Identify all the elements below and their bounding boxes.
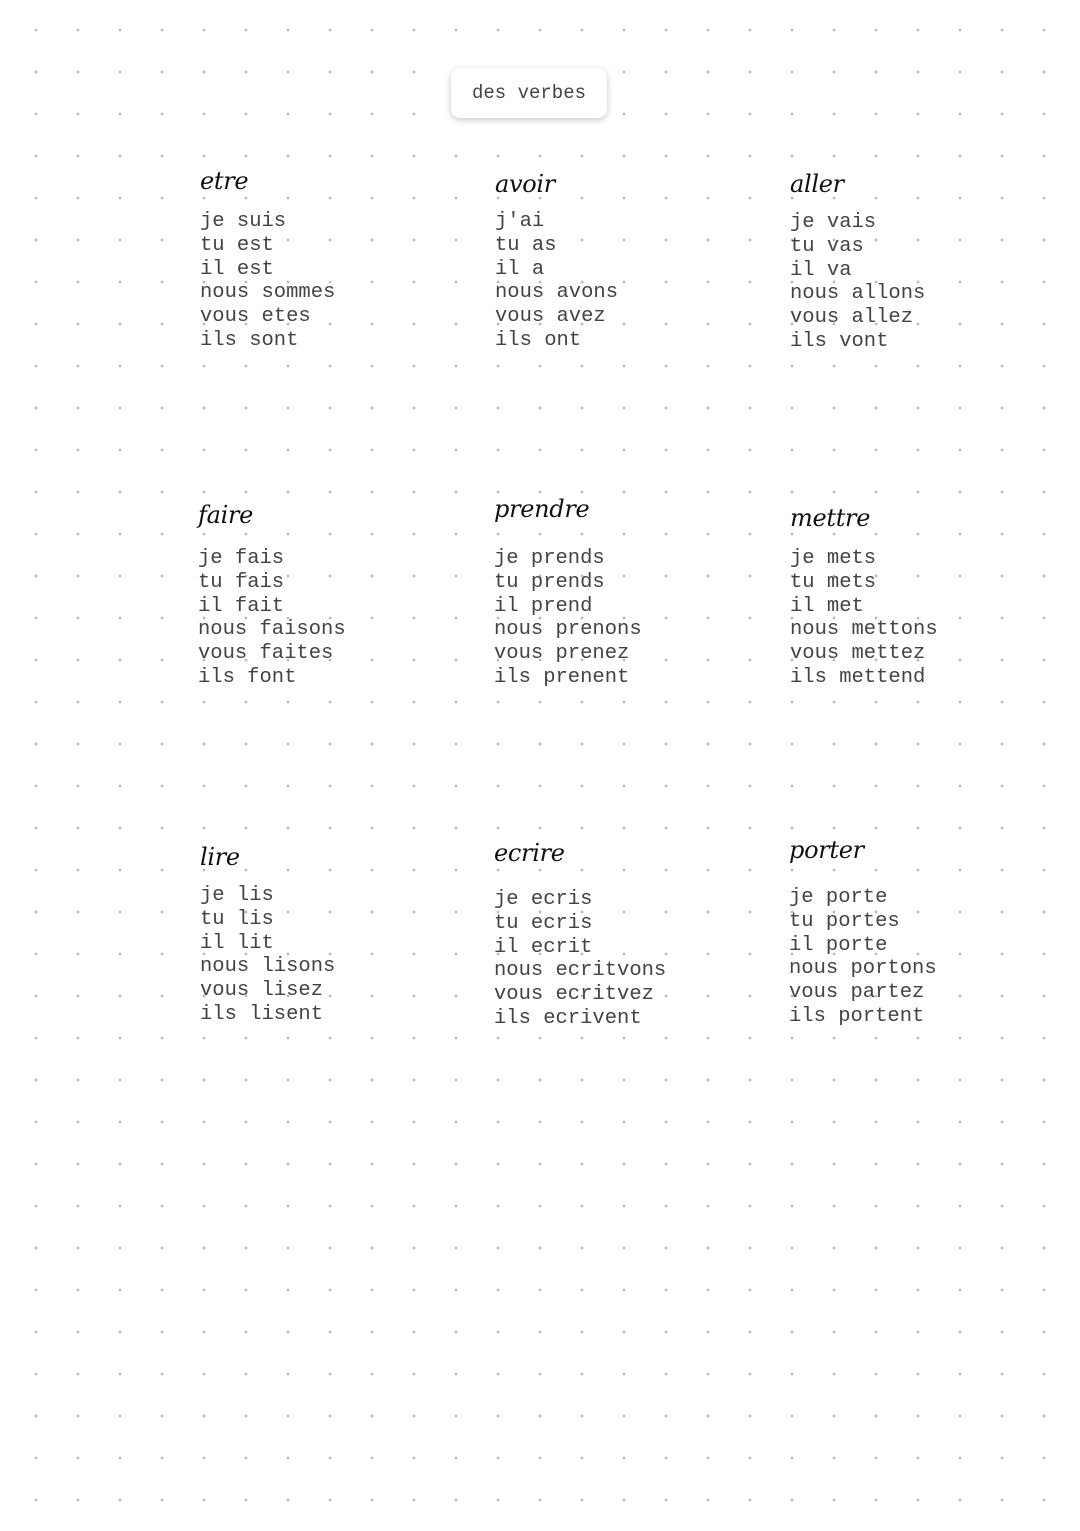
conjugation-line: il met xyxy=(790,594,864,618)
conjugation-line: je lis xyxy=(200,884,274,907)
conjugation-line: ils ecrivent xyxy=(494,1006,642,1030)
page-title-card xyxy=(451,68,607,118)
conjugation-line: il porte xyxy=(789,933,888,957)
verb-block-faire xyxy=(198,500,448,690)
conjugation-line: il fait xyxy=(198,594,285,618)
conjugation-line: vous lisez xyxy=(200,979,324,1003)
conjugation-line: ils font xyxy=(198,665,297,689)
conjugation-line: il est xyxy=(200,257,274,281)
conjugation-list xyxy=(790,211,1040,354)
conjugation-line: il a xyxy=(495,257,545,281)
conjugation-line: tu as xyxy=(495,233,557,257)
conjugation-line: tu est xyxy=(200,233,274,257)
conjugation-line: tu portes xyxy=(789,909,900,933)
conjugation-line: il prend xyxy=(494,594,593,618)
conjugation-line: je ecris xyxy=(494,888,593,911)
conjugation-line: je suis xyxy=(200,210,287,233)
verb-heading: porter xyxy=(789,836,864,864)
conjugation-line: nous avons xyxy=(495,281,619,305)
verb-heading: faire xyxy=(198,501,254,529)
conjugation-list xyxy=(789,886,1039,1029)
conjugation-line: ils portent xyxy=(789,1004,925,1028)
conjugation-list xyxy=(494,547,744,690)
conjugation-line: je prends xyxy=(494,547,605,570)
conjugation-line: je fais xyxy=(198,547,285,570)
conjugation-line: ils prenent xyxy=(494,665,630,689)
verb-heading: etre xyxy=(200,167,249,195)
conjugation-list xyxy=(495,210,745,353)
conjugation-line: vous ecritvez xyxy=(494,983,654,1007)
conjugation-list xyxy=(200,210,450,353)
verb-block-avoir xyxy=(495,169,745,353)
conjugation-line: tu lis xyxy=(200,907,274,931)
verb-heading: prendre xyxy=(494,495,590,523)
conjugation-line: vous avez xyxy=(495,305,606,329)
conjugation-line: tu mets xyxy=(790,570,877,594)
conjugation-line: ils ont xyxy=(495,328,582,352)
conjugation-line: nous faisons xyxy=(198,618,346,642)
verb-heading: lire xyxy=(200,843,240,871)
verb-block-porter xyxy=(789,835,1039,1029)
conjugation-line: tu ecris xyxy=(494,911,593,935)
conjugation-line: ils lisent xyxy=(200,1002,324,1026)
conjugation-list xyxy=(200,884,450,1027)
page-title: des verbes xyxy=(471,82,587,104)
conjugation-line: ils vont xyxy=(790,329,889,353)
conjugation-line: vous prenez xyxy=(494,642,630,666)
verb-block-lire xyxy=(200,842,450,1027)
verb-block-prendre xyxy=(494,494,744,690)
conjugation-line: tu vas xyxy=(790,234,864,258)
conjugation-line: nous prenons xyxy=(494,618,642,642)
conjugation-line: il ecrit xyxy=(494,935,593,959)
conjugation-line: vous allez xyxy=(790,306,914,330)
conjugation-list xyxy=(198,547,448,690)
conjugation-line: nous mettons xyxy=(790,618,938,642)
verb-block-ecrire xyxy=(494,838,744,1031)
conjugation-line: vous mettez xyxy=(790,642,926,666)
verb-heading: ecrire xyxy=(494,839,565,867)
conjugation-line: je vais xyxy=(790,211,877,234)
conjugation-line: il va xyxy=(790,258,852,282)
conjugation-line: j'ai xyxy=(495,210,545,233)
verb-block-aller xyxy=(790,169,1040,354)
conjugation-line: nous ecritvons xyxy=(494,959,667,983)
verb-heading: aller xyxy=(790,170,844,198)
conjugation-line: je porte xyxy=(789,886,888,909)
conjugation-line: vous etes xyxy=(200,305,311,329)
conjugation-line: je mets xyxy=(790,547,877,570)
conjugation-line: vous faites xyxy=(198,642,334,666)
conjugation-line: tu prends xyxy=(494,570,605,594)
conjugation-line: tu fais xyxy=(198,570,285,594)
conjugation-list xyxy=(790,547,1040,690)
conjugation-line: vous partez xyxy=(789,981,925,1005)
verb-heading: mettre xyxy=(790,504,871,532)
conjugation-line: nous lisons xyxy=(200,955,336,979)
conjugation-line: il lit xyxy=(200,931,274,955)
conjugation-line: nous sommes xyxy=(200,281,336,305)
verb-block-mettre xyxy=(790,503,1040,690)
conjugation-line: nous allons xyxy=(790,282,926,306)
verb-heading: avoir xyxy=(495,170,555,198)
conjugation-line: ils mettend xyxy=(790,665,926,689)
conjugation-line: ils sont xyxy=(200,328,299,352)
conjugation-list xyxy=(494,888,744,1031)
conjugation-line: nous portons xyxy=(789,957,937,981)
verb-block-etre xyxy=(200,166,450,353)
